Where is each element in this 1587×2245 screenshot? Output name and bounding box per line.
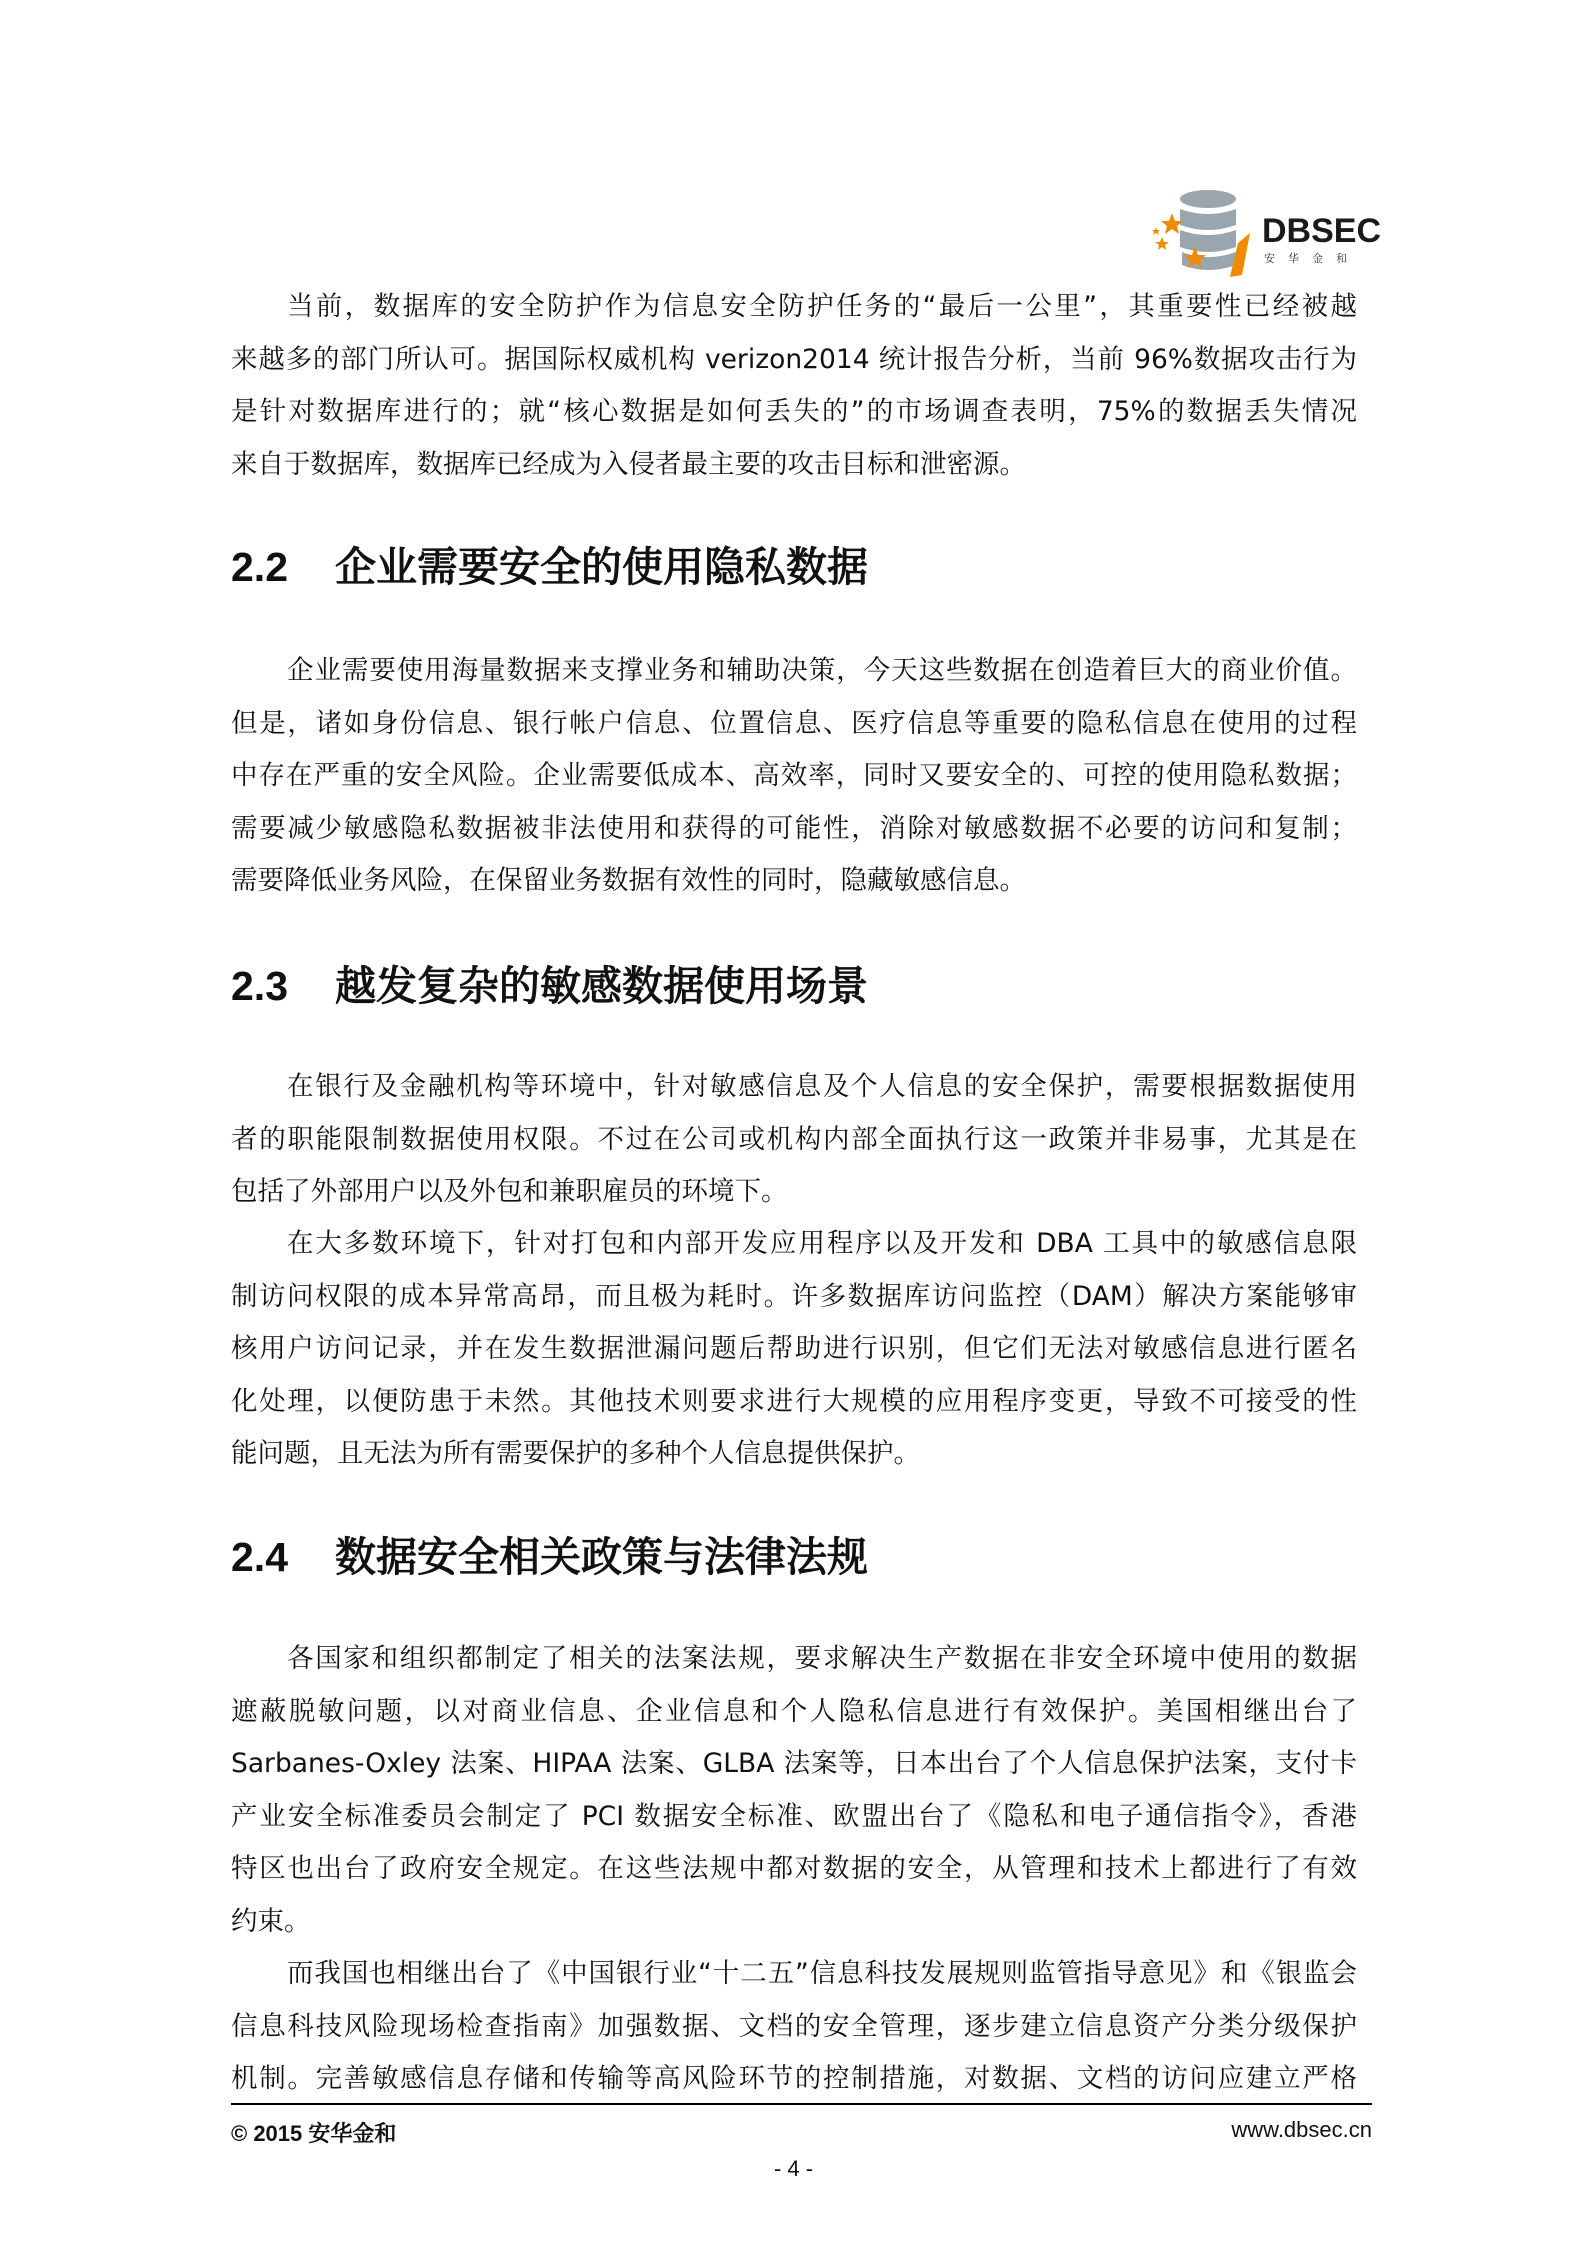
footer-copyright: © 2015 安华金和 <box>231 2121 397 2146</box>
text-line: 是针对数据库进行的；就“核心数据是如何丢失的”的市场调查表明，75%的数据丢失情况 <box>231 396 1357 427</box>
text-line: 特区也出台了政府安全规定。在这些法规中都对数据的安全，从管理和技术上都进行了有效 <box>231 1853 1357 1884</box>
text-line: 核用户访问记录，并在发生数据泄漏问题后帮助进行识别，但它们无法对敏感信息进行匿名 <box>231 1333 1357 1364</box>
text-line: 但是，诸如身份信息、银行帐户信息、位置信息、医疗信息等重要的隐私信息在使用的过程 <box>231 707 1357 739</box>
footer-divider <box>231 2103 1372 2105</box>
text-line: 者的职能限制数据使用权限。不过在公司或机构内部全面执行这一政策并非易事，尤其是在 <box>231 1123 1357 1155</box>
text-line: 需要降低业务风险，在保留业务数据有效性的同时，隐藏敏感信息。 <box>231 865 1026 896</box>
logo-wordmark: DBSEC <box>1262 212 1382 250</box>
section-heading-text <box>231 1527 1357 1587</box>
section-heading <box>231 1527 1357 1587</box>
page-number: - 4 - <box>773 2156 814 2181</box>
text-line: 当前，数据库的安全防护作为信息安全防护任务的“最后一公里”，其重要性已经被越 <box>287 291 1357 322</box>
paragraph <box>231 645 1357 908</box>
section-number: 2.4 <box>231 1534 288 1580</box>
text-line: 能问题，且无法为所有需要保护的多种个人信息提供保护。 <box>231 1438 920 1469</box>
section-number: 2.2 <box>231 544 288 590</box>
paragraph <box>231 1633 1357 1948</box>
section-number: 2.3 <box>231 963 288 1009</box>
paragraph <box>231 1061 1357 1219</box>
text-line: 机制。完善敏感信息存储和传输等高风险环节的控制措施，对数据、文档的访问应建立严格 <box>231 2063 1357 2094</box>
section-heading-text <box>231 956 1357 1016</box>
paragraph <box>231 281 1357 491</box>
text-line: 来自于数据库，数据库已经成为入侵者最主要的攻击目标和泄密源。 <box>231 448 1026 480</box>
text-line: 产业安全标准委员会制定了 PCI 数据安全标准、欧盟出台了《隐私和电子通信指令》，香港 <box>231 1800 1357 1832</box>
text-line: 制访问权限的成本异常高昂，而且极为耗时。许多数据库访问监控（DAM）解决方案能够审 <box>231 1280 1357 1312</box>
text-line: 包括了外部用户以及外包和兼职雇员的环境下。 <box>231 1176 788 1207</box>
text-line: 来越多的部门所认可。据国际权威机构 verizon2014 统计报告分析，当前 96%数据攻击行为 <box>231 343 1357 375</box>
database-stars-icon <box>1150 185 1260 280</box>
text-line: 而我国也相继出台了《中国银行业“十二五”信息科技发展规则监管指导意见》和《银监会 <box>287 1958 1357 1989</box>
text-line: 企业需要使用海量数据来支撑业务和辅助决策，今天这些数据在创造着巨大的商业价值。 <box>287 655 1357 686</box>
text-line: 遮蔽脱敏问题，以对商业信息、企业信息和个人隐私信息进行有效保护。美国相继出台了 <box>231 1695 1357 1727</box>
paragraph <box>231 1948 1357 2106</box>
section-title: 越发复杂的敏感数据使用场景 <box>335 963 868 1009</box>
text-line: 各国家和组织都制定了相关的法案法规，要求解决生产数据在非安全环境中使用的数据 <box>287 1643 1357 1674</box>
section-heading <box>231 956 1357 1016</box>
logo-subtitle: 安华金和 <box>1264 252 1360 265</box>
text-line: 需要减少敏感隐私数据被非法使用和获得的可能性，消除对敏感数据不必要的访问和复制； <box>231 812 1357 844</box>
text-line: 化处理，以便防患于未然。其他技术则要求进行大规模的应用程序变更，导致不可接受的性 <box>231 1385 1357 1417</box>
footer-website: www.dbsec.cn <box>1231 2117 1372 2142</box>
section-title: 企业需要安全的使用隐私数据 <box>335 544 868 590</box>
section-heading <box>231 537 1357 597</box>
text-line: 中存在严重的安全风险。企业需要低成本、高效率，同时又要安全的、可控的使用隐私数据； <box>231 760 1357 791</box>
text-line: 在大多数环境下，针对打包和内部开发应用程序以及开发和 DBA 工具中的敏感信息限 <box>287 1228 1357 1259</box>
section-heading-text <box>231 537 1357 597</box>
text-line: 约束。 <box>231 1905 311 1937</box>
paragraph <box>231 1218 1357 1481</box>
text-line: 在银行及金融机构等环境中，针对敏感信息及个人信息的安全保护，需要根据数据使用 <box>287 1071 1357 1102</box>
text-line: 信息科技风险现场检查指南》加强数据、文档的安全管理，逐步建立信息资产分类分级保护 <box>231 2010 1357 2042</box>
section-title: 数据安全相关政策与法律法规 <box>335 1534 868 1580</box>
text-line: Sarbanes-Oxley 法案、HIPAA 法案、GLBA 法案等，日本出台了个人信息保护法案，支付卡 <box>231 1748 1357 1779</box>
